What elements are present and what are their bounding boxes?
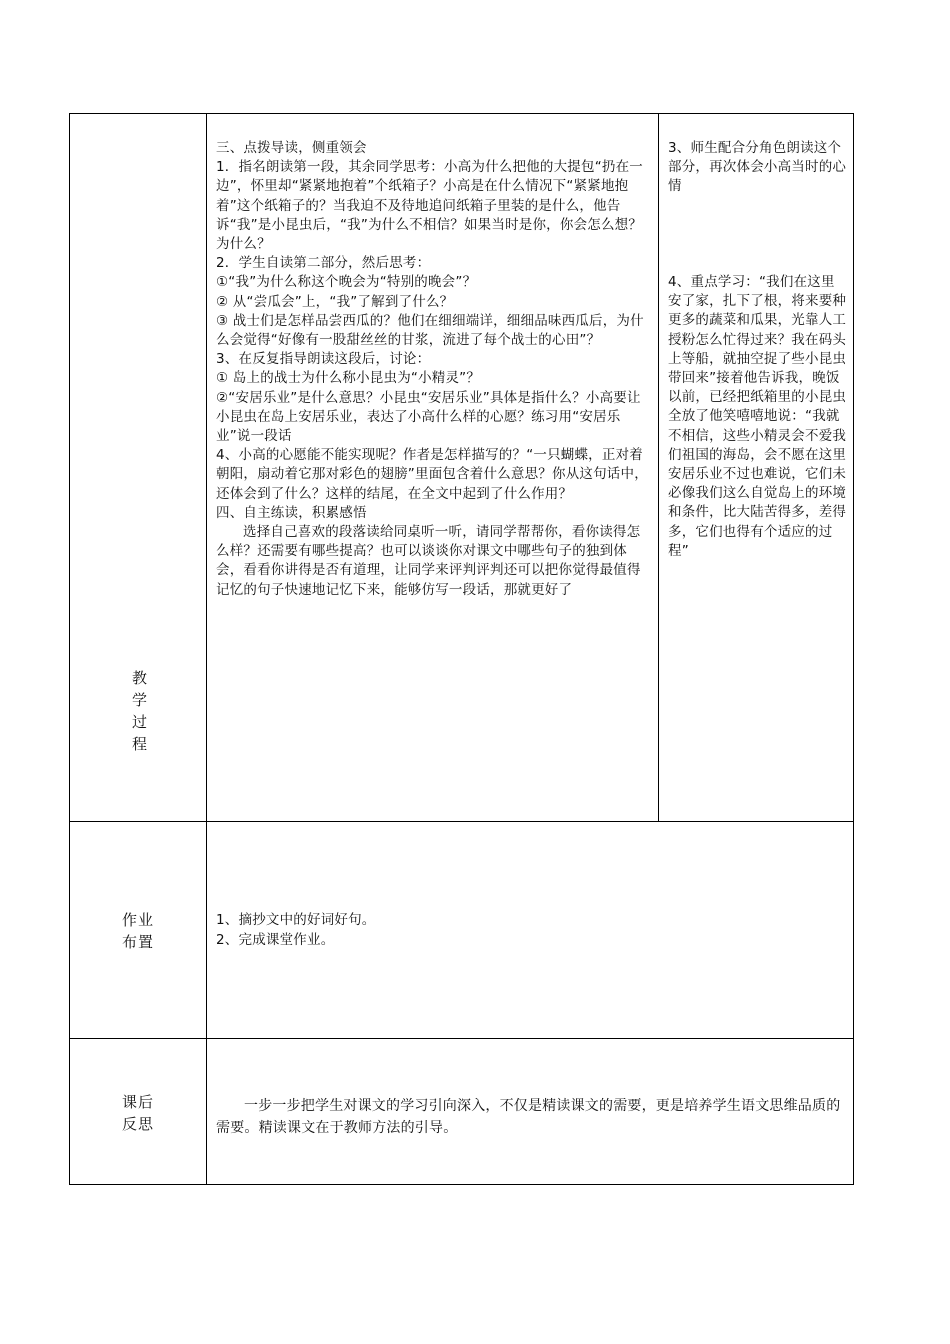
process-main-content <box>216 139 652 600</box>
reflection-label <box>108 1091 168 1135</box>
main-line: 2．学生自读第二部分，然后思考： <box>216 255 431 272</box>
side-note-1: 3、师生配合分角色朗读这个部分，再次体会小高当时的心情 <box>668 140 847 195</box>
homework-content <box>216 910 836 950</box>
main-line: ② 从“尝瓜会”上，“我”了解到了什么？ <box>216 293 454 310</box>
homework-label-line: 布置 <box>121 933 154 951</box>
main-line: 四、自主练读，积累感悟 <box>216 504 367 521</box>
side-note-2: 4、重点学习：“我们在这里安了家，扎下了根，将来要种更多的蔬菜和瓜果，光靠人工授粉怎么忙得过来？我在码头上等船，就抽空捉了些小昆虫带回来”接着他告诉我，晚饭以前，已经把纸箱里的小昆虫全放了他笑嘻嘻地说：“我就不相信，这些小精灵会不爱我们祖国的海岛，会不愿在这里安居乐业不过也难说，它们未必像我们这么自觉岛上的环境和条件，比大陆苦得多，差得多，它们也得有个适应的过程” <box>668 274 847 559</box>
divider-row-1 <box>70 821 854 822</box>
reflection-label-line: 课后 <box>121 1093 154 1111</box>
main-line: 3、在反复指导朗读这段后，讨论： <box>216 351 431 368</box>
main-indented-paragraph: 选择自己喜欢的段落读给同桌听一听，请同学帮帮你，看你读得怎么样？还需要有哪些提高？也可以谈谈你对课文中哪些句子的独到体会，看看你讲得是否有道理，让同学来评判评判还可以把你觉得最值得记忆的句子快速地记忆下来，能够仿写一段话，那就更好了 <box>216 524 641 598</box>
reflection-label-line: 反思 <box>121 1115 154 1133</box>
process-label <box>130 667 150 755</box>
process-label-char: 过 <box>131 713 148 731</box>
main-line: 4、小高的心愿能不能实现呢？作者是怎样描写的？“一只蝴蝶，正对着朝阳，扇动着它那对彩色的翅膀”里面包含着什么意思？你从这句话中，还体会到了什么？这样的结尾，在全文中起到了什么作用？ <box>216 447 648 502</box>
homework-label <box>108 909 168 953</box>
lesson-plan-table <box>69 113 854 1185</box>
main-line: ① 岛上的战士为什么称小昆虫为“小精灵”？ <box>216 370 481 387</box>
homework-item: 2、完成课堂作业。 <box>216 932 335 948</box>
divider-row-2 <box>70 1038 854 1039</box>
homework-item: 1、摘抄文中的好词好句。 <box>216 912 376 928</box>
main-line: ②“安居乐业”是什么意思？小昆虫“安居乐业”具体是指什么？小高要让小昆虫在岛上安居乐业，表达了小高什么样的心愿？练习用“安居乐业”说一段话 <box>216 389 641 445</box>
main-line: 三、点拨导读，侧重领会 <box>216 140 367 156</box>
main-line: 1．指名朗读第一段，其余同学思考：小高为什么把他的大提包“扔在一边”，怀里却“紧紧地抱着”个纸箱子？小高是在什么情况下“紧紧地抱着”这个纸箱子的？当我迫不及待地追问纸箱子里装的是什么，他告诉“我”是小昆虫后，“我”为什么不相信？如果当时是你，你会怎么想？为什么？ <box>216 159 643 253</box>
divider-side-column <box>658 114 659 821</box>
main-line: ①“我”为什么称这个晚会为“特别的晚会”？ <box>216 274 477 291</box>
main-line: ③ 战士们是怎样品尝西瓜的？他们在细细端详，细细品味西瓜后，为什么会觉得“好像有一股甜丝丝的甘浆，流进了每个战士的心田”？ <box>216 312 644 349</box>
process-label-char: 程 <box>131 735 148 753</box>
reflection-content: 一步一步把学生对课文的学习引向深入，不仅是精读课文的需要，更是培养学生语文思维品质的需要。精读课文在于教师方法的引导。 <box>216 1098 841 1136</box>
process-label-char: 教 <box>131 669 148 687</box>
process-label-char: 学 <box>131 691 148 709</box>
homework-label-line: 作业 <box>121 911 154 929</box>
divider-label-column <box>206 114 207 1185</box>
